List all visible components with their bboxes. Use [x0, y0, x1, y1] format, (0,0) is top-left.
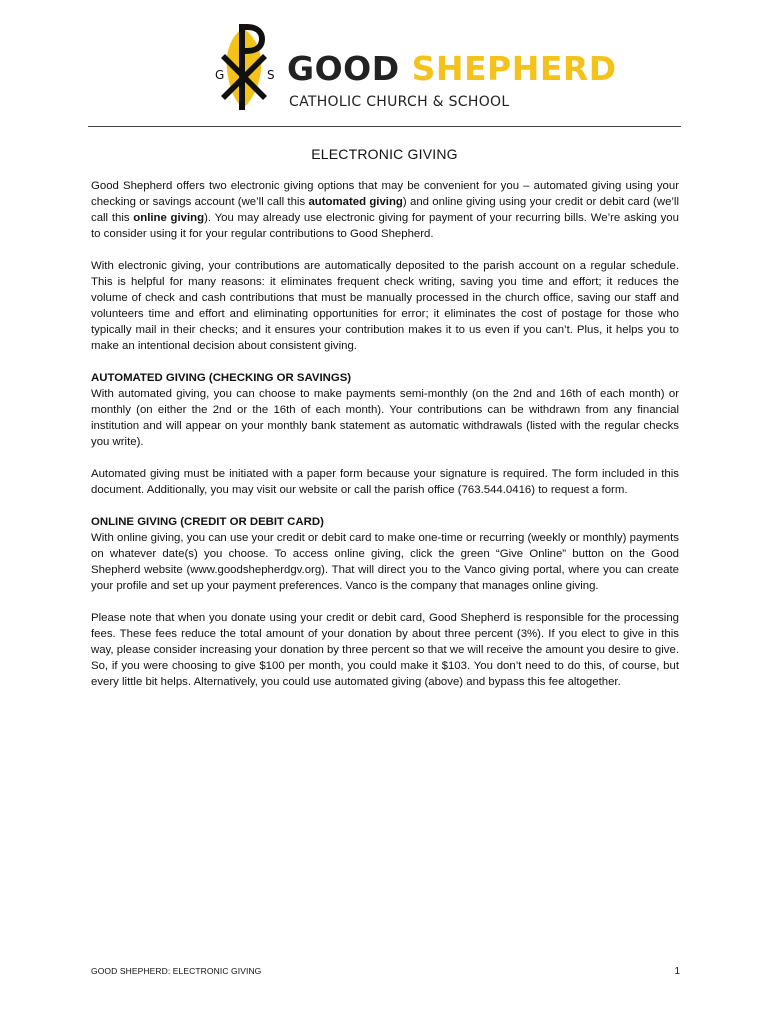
- automated-giving-term: automated giving: [308, 196, 403, 208]
- online-giving-paragraph-2: Please note that when you donate using your credit or debit card, Good Shepherd is responsible for the processing fees. These fees reduce the total amount of your donation by about three percent (3%). If you elect to give in this way, please consider increasing your donation by three percent so that we will receive the amount you desire to give. So, if you were choosing to give $100 per month, you could make it $103. You don’t need to do this, of course, but every little bit helps. Alternatively, you could use automated giving (above) and bypass this fee altogether.: [91, 612, 679, 688]
- benefits-paragraph: With electronic giving, your contributions are automatically deposited to the parish account on a regular schedule. This is helpful for many reasons: it eliminates frequent check writing, saving you time and effort; it reduces the volume of check and cash contributions that must be manually processed in the church office, saving our staff and volunteers time and effort and eliminating opportunities for error; it eliminates the cost of postage for those who typically mail in their checks; and it ensures your contribution makes it to us even if you can’t. Plus, it helps you to make an intentional decision about consistent giving.: [91, 260, 679, 352]
- logo-word-good: GOOD: [287, 49, 400, 88]
- chi-rho-cross-icon: [205, 22, 285, 112]
- good-shepherd-logo: [205, 22, 617, 112]
- automated-giving-paragraph-1: With automated giving, you can choose to make payments semi-monthly (on the 2nd and 16th of each month) or monthly (on either the 2nd or the 16th of each month). Your contributions can be withdrawn from any financial institution and will appear on your monthly bank statement as automatic withdrawals (listed with the regular checks you write).: [91, 388, 679, 448]
- page-title: ELECTRONIC GIVING: [311, 146, 458, 162]
- logo-letter-g: G: [215, 68, 225, 82]
- document-body: [91, 178, 679, 706]
- footer-title: GOOD SHEPHERD: ELECTRONIC GIVING: [91, 966, 262, 976]
- online-giving-term: online giving: [133, 212, 205, 224]
- header-divider: [88, 126, 681, 127]
- online-giving-heading: ONLINE GIVING (CREDIT OR DEBIT CARD): [91, 516, 324, 528]
- online-giving-paragraph-1: With online giving, you can use your credit or debit card to make one-time or recurring (weekly or monthly) payments on whatever date(s) you choose. To access online giving, click the green “Give Online” button on the Good Shepherd website (www.goodshepherdgv.org). That will direct you to the Vanco giving portal, where you can create your profile and set up your payment preferences. Vanco is the company that manages online giving.: [91, 532, 679, 592]
- logo-subtitle: CATHOLIC CHURCH & SCHOOL: [289, 94, 510, 110]
- logo-wordmark: [287, 49, 617, 88]
- automated-giving-heading: AUTOMATED GIVING (CHECKING OR SAVINGS): [91, 372, 352, 384]
- logo-letter-s: S: [267, 68, 275, 82]
- intro-paragraph: Good Shepherd offers two electronic giving options that may be convenient for you – automated giving using your checking or savings account (we’ll call this automated giving) and online giving using your credit or debit card (we’ll call this online giving). You may already use electronic giving for payment of your recurring bills. We’re asking you to consider using it for your regular contributions to Good Shepherd.: [91, 180, 679, 240]
- logo-word-shepherd: SHEPHERD: [411, 49, 617, 88]
- page-number: 1: [674, 966, 680, 977]
- automated-giving-paragraph-2: Automated giving must be initiated with a paper form because your signature is required. The form included in this document. Additionally, you may visit our website or call the parish office (763.544.0416) to request a form.: [91, 468, 679, 496]
